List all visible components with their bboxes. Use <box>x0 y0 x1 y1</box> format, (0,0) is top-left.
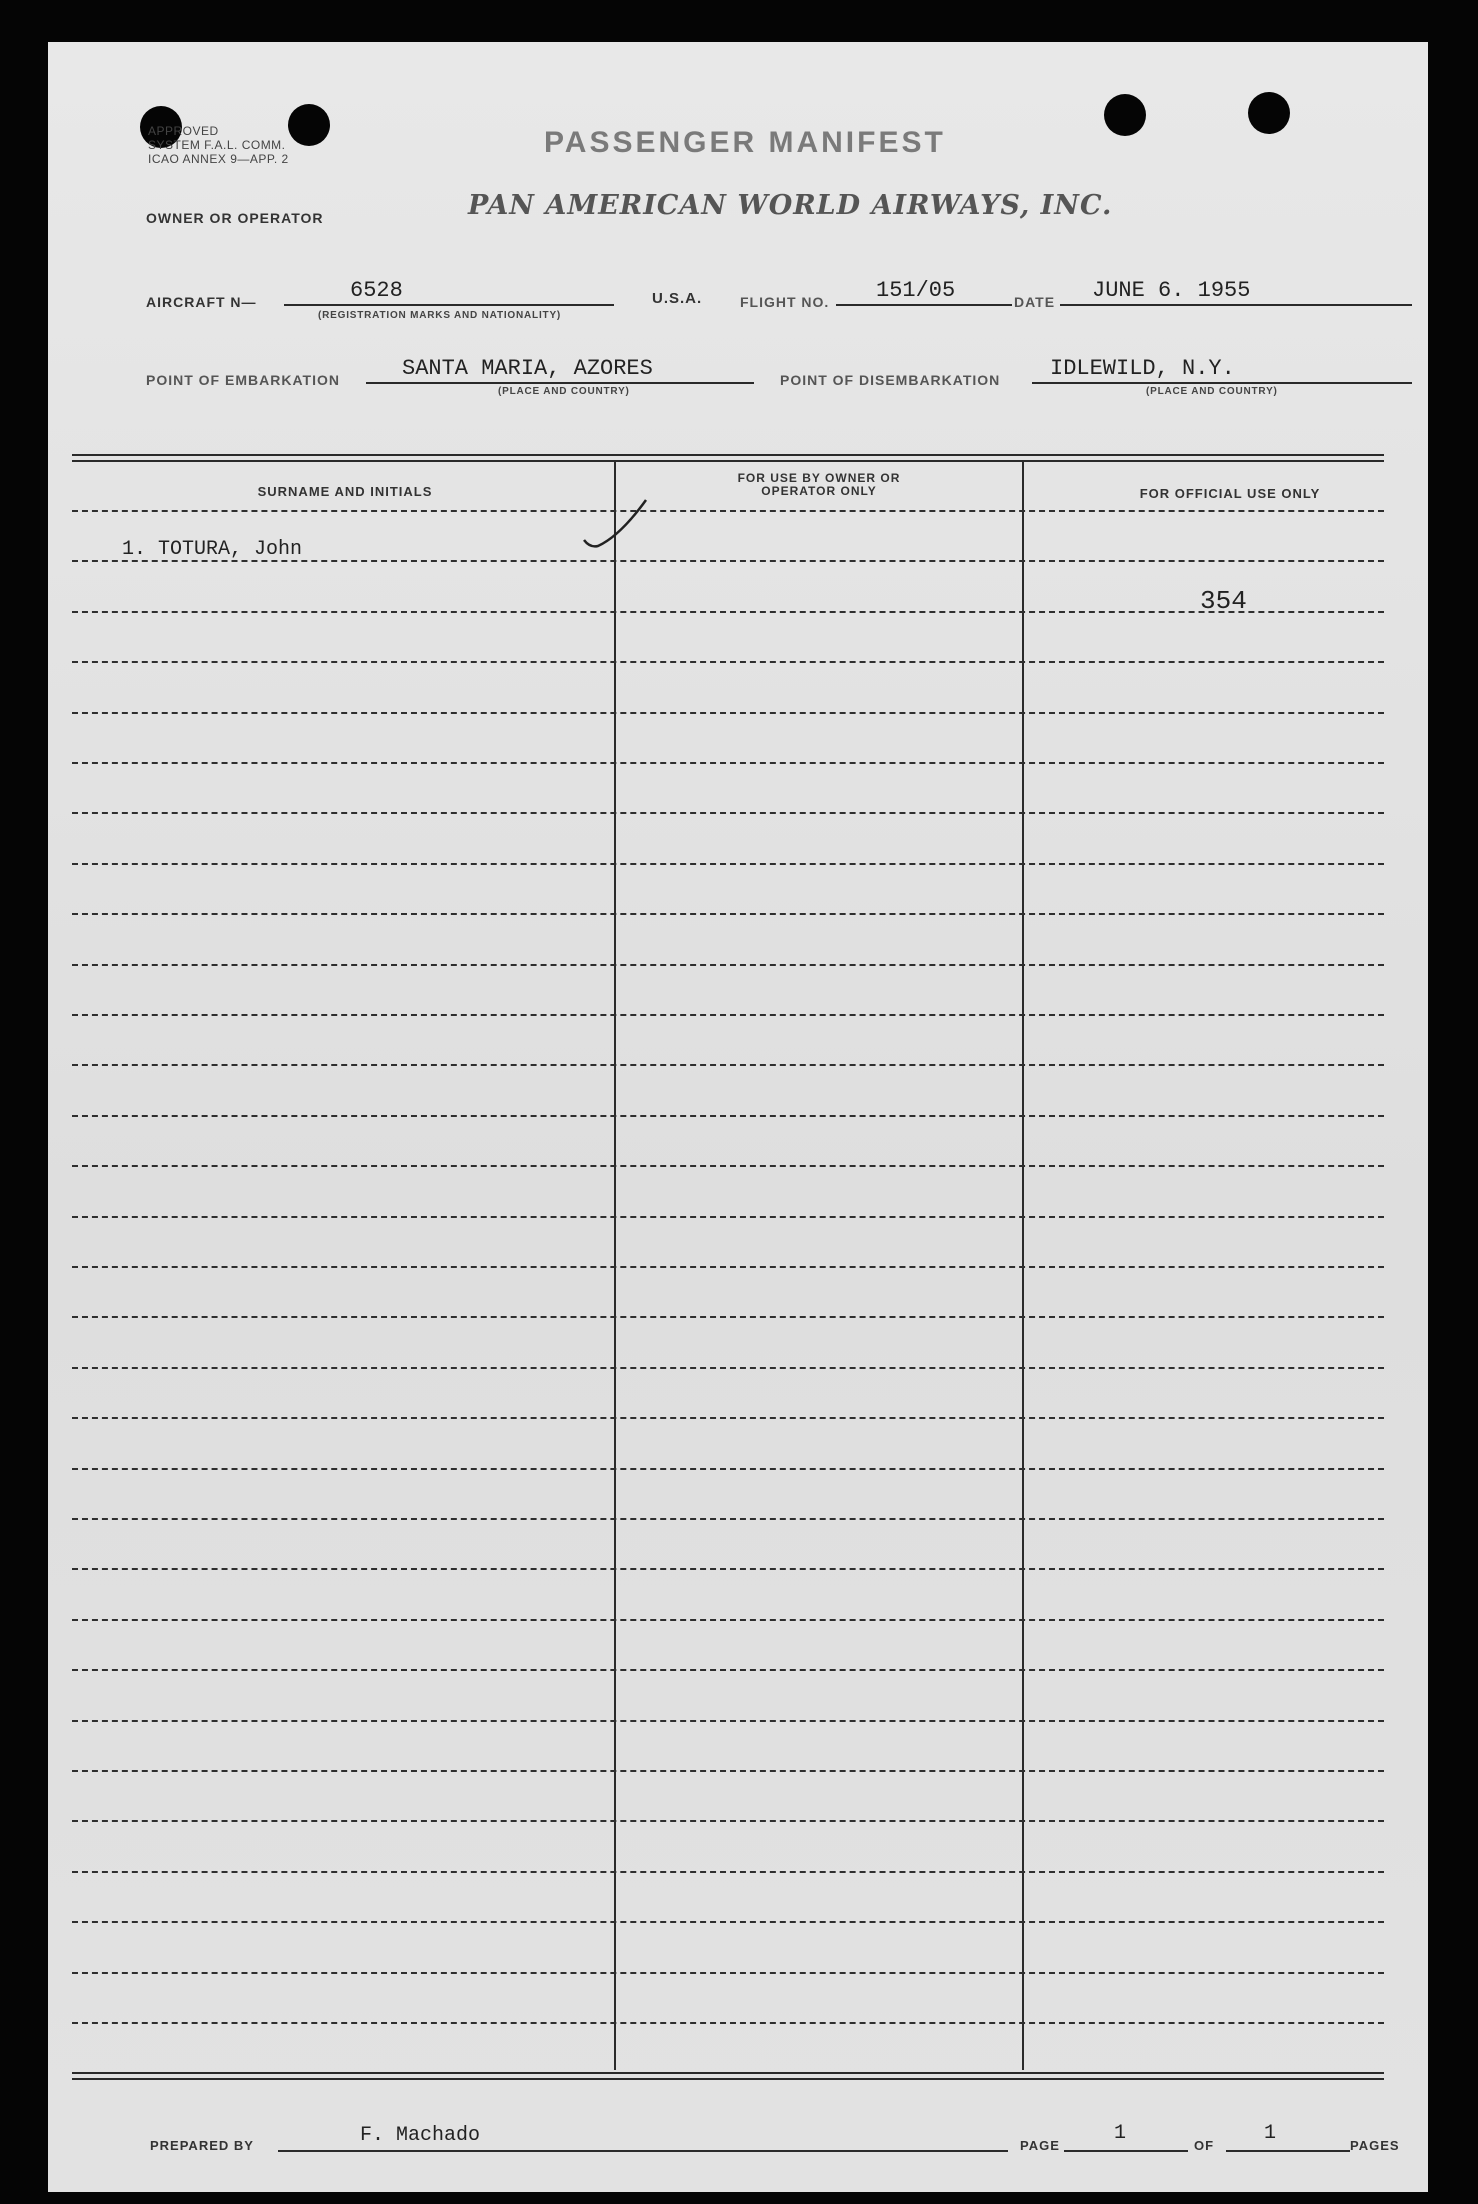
embark-label: POINT OF EMBARKATION <box>146 372 340 388</box>
flight-underline <box>836 304 1012 306</box>
flight-label: FLIGHT NO. <box>740 294 830 310</box>
approval-note-line: APPROVED <box>148 124 219 138</box>
of-underline <box>1226 2150 1350 2152</box>
column-header-official: FOR OFFICIAL USE ONLY <box>1139 486 1321 501</box>
table-bottom-rule <box>72 2078 1384 2080</box>
disembark-label: POINT OF DISEMBARKATION <box>780 372 1001 388</box>
date-label: DATE <box>1014 294 1056 310</box>
aircraft-caption: (REGISTRATION MARKS AND NATIONALITY) <box>318 310 562 321</box>
column-header-surname: SURNAME AND INITIALS <box>257 484 433 499</box>
date-value: JUNE 6. 1955 <box>1092 278 1251 303</box>
table-row-rule <box>72 1518 1384 1520</box>
flight-value: 151/05 <box>876 278 956 303</box>
table-row-rule <box>72 1014 1384 1016</box>
table-row-rule <box>72 1921 1384 1923</box>
table-row-rule <box>72 1568 1384 1570</box>
table-row-rule <box>72 913 1384 915</box>
table-row-rule <box>72 712 1384 714</box>
table-row-rule <box>72 1266 1384 1268</box>
page-value: 1 <box>1114 2122 1127 2145</box>
disembark-underline <box>1032 382 1412 384</box>
prepared-value: F. Machado <box>360 2124 481 2147</box>
pages-label: PAGES <box>1350 2138 1400 2153</box>
punch-hole <box>1104 94 1146 136</box>
table-bottom-rule <box>72 2072 1384 2074</box>
table-row-rule <box>72 1820 1384 1822</box>
table-top-rule <box>72 454 1384 456</box>
aircraft-label: AIRCRAFT N— <box>146 294 257 310</box>
table-row-rule <box>72 812 1384 814</box>
table-row-rule <box>72 1316 1384 1318</box>
table-row-rule <box>72 1770 1384 1772</box>
prepared-underline <box>278 2150 1008 2152</box>
owner-label: OWNER OR OPERATOR <box>146 210 324 226</box>
table-row-rule <box>72 1165 1384 1167</box>
table-row-rule <box>72 863 1384 865</box>
table-top-rule <box>72 460 1384 462</box>
table-row-rule <box>72 1669 1384 1671</box>
embark-underline <box>366 382 754 384</box>
table-row-rule <box>72 1619 1384 1621</box>
table-row-rule <box>72 1871 1384 1873</box>
check-mark-icon <box>580 496 670 560</box>
embark-caption: (PLACE AND COUNTRY) <box>498 386 630 397</box>
table-row-rule <box>72 1064 1384 1066</box>
table-row-rule <box>72 1468 1384 1470</box>
page-label: PAGE <box>1020 2138 1060 2153</box>
table-row-rule <box>72 1115 1384 1117</box>
table-row-rule <box>72 510 1384 512</box>
passenger-entry: 1. TOTURA, John <box>122 538 303 561</box>
punch-hole <box>1248 92 1290 134</box>
approval-note-line: SYSTEM F.A.L. COMM. <box>148 138 286 152</box>
country-label: U.S.A. <box>652 290 703 307</box>
punch-hole <box>288 104 330 146</box>
date-underline <box>1060 304 1412 306</box>
table-row-rule <box>72 661 1384 663</box>
table-row-rule <box>72 1216 1384 1218</box>
document-title: PASSENGER MANIFEST <box>544 126 946 159</box>
table-row-rule <box>72 964 1384 966</box>
table-row-rule <box>72 1720 1384 1722</box>
approval-note-line: ICAO ANNEX 9—APP. 2 <box>148 152 289 166</box>
prepared-label: PREPARED BY <box>150 2138 254 2153</box>
aircraft-underline <box>284 304 614 306</box>
official-entry: 354 <box>1200 586 1247 616</box>
table-row-rule <box>72 1367 1384 1369</box>
owner-value: PAN AMERICAN WORLD AIRWAYS, INC. <box>468 190 1113 221</box>
of-value: 1 <box>1264 2122 1277 2145</box>
table-row-rule <box>72 1417 1384 1419</box>
of-label: OF <box>1194 2138 1215 2153</box>
column-header-operator: FOR USE BY OWNER OR OPERATOR ONLY <box>737 471 901 498</box>
embark-value: SANTA MARIA, AZORES <box>402 356 653 381</box>
table-row-rule <box>72 1972 1384 1974</box>
aircraft-value: 6528 <box>350 278 403 303</box>
disembark-caption: (PLACE AND COUNTRY) <box>1146 386 1278 397</box>
disembark-value: IDLEWILD, N.Y. <box>1050 356 1235 381</box>
table-row-rule <box>72 2022 1384 2024</box>
page-underline <box>1064 2150 1188 2152</box>
table-row-rule <box>72 611 1384 613</box>
table-row-rule <box>72 762 1384 764</box>
